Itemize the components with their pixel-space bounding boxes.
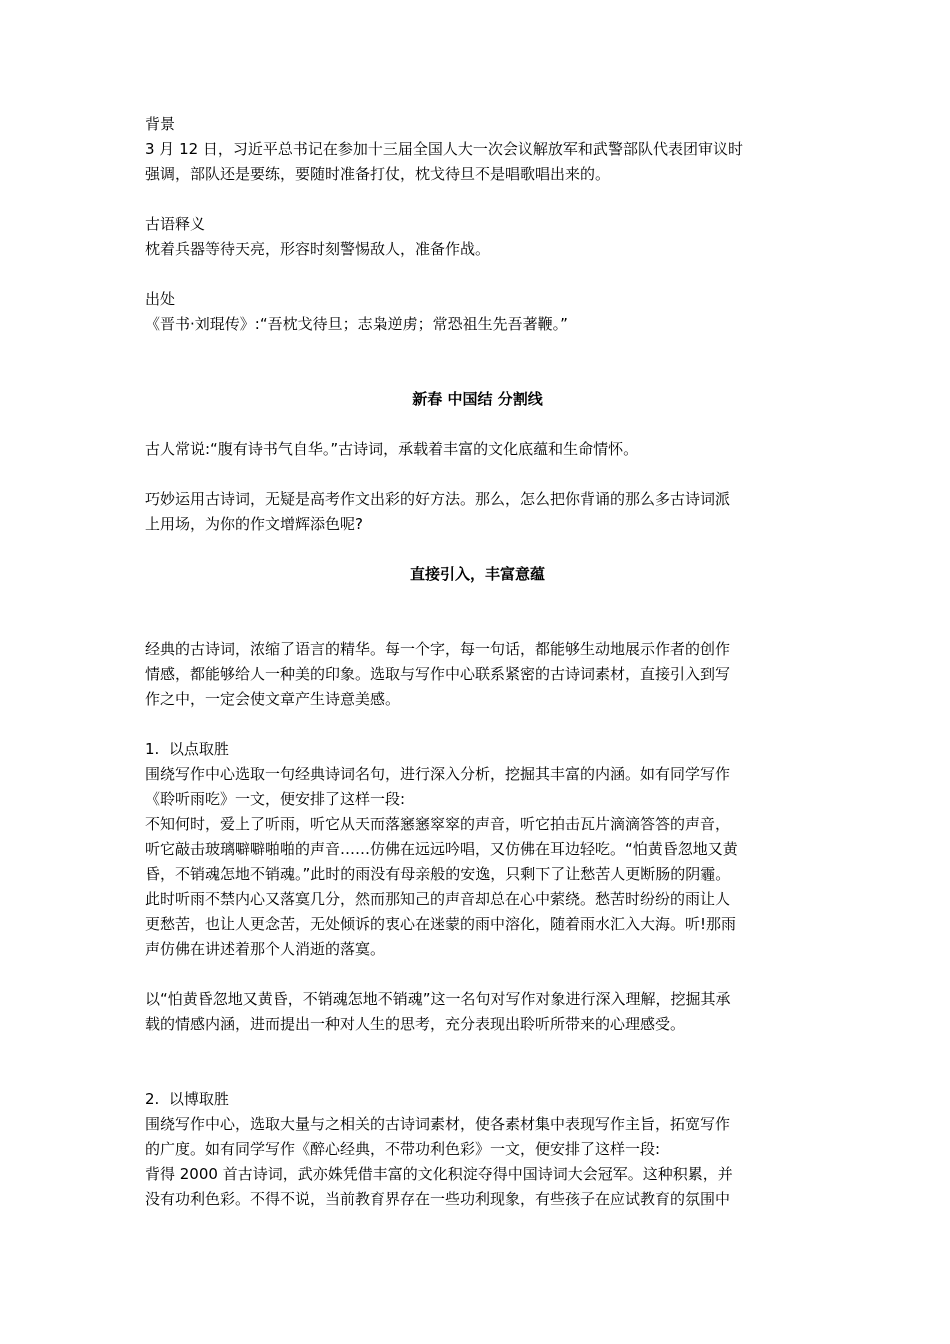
section-intro-line: 情感，都能够给人一种美的印象。选取与写作中心联系紧密的古诗词素材，直接引入到写 [145,665,731,683]
spacer [145,462,810,487]
document-page [145,112,810,1212]
spacer [145,412,810,437]
point2-line: 围绕写作中心，选取大量与之相关的古诗词素材，使各素材集中表现写作主旨，拓宽写作 [145,1115,731,1133]
point1-line: 听它敲击玻璃噼噼啪啪的声音……仿佛在远远吟唱，又仿佛在耳边轻吃。“怕黄昏忽地又黄 [145,840,738,858]
point1-line: 声仿佛在讲述着那个人消逝的落寞。 [145,940,386,958]
point1-title: 1. 以点取胜 [145,740,229,758]
point2-line: 的广度。如有同学写作《醉心经典，不带功利色彩》一文，便安排了这样一段: [145,1140,661,1158]
spacer [145,337,810,387]
spacer [145,587,810,637]
point2-line: 背得 2000 首古诗词，武亦姝凭借丰富的文化积淀夺得中国诗词大会冠军。这种积累，并 [145,1165,733,1183]
meaning-text: 枕着兵器等待天亮，形容时刻警惕敌人，准备作战。 [145,240,491,258]
intro-line: 巧妙运用古诗词，无疑是高考作文出彩的好方法。那么，怎么把你背诵的那么多古诗词派 [145,490,731,508]
divider-heading: 新春 中国结 分割线 [412,390,543,408]
background-title: 背景 [145,115,176,133]
spacer [145,1037,810,1087]
section-heading: 直接引入，丰富意蕴 [409,565,545,583]
source-text: 《晋书·刘琨传》:“吾枕戈待旦；志枭逆虏；常恐祖生先吾著鞭。” [145,315,568,333]
spacer [145,962,810,987]
point1-line: 《聆听雨吃》一文，便安排了这样一段: [145,790,406,808]
section-intro-line: 作之中，一定会使文章产生诗意美感。 [145,690,401,708]
point1-line: 围绕写作中心选取一句经典诗词名句，进行深入分析，挖掘其丰富的内涵。如有同学写作 [145,765,731,783]
source-title: 出处 [145,290,176,308]
spacer [145,537,810,562]
point1-line: 昏，不销魂怎地不销魂。”此时的雨没有母亲般的安逸，只剩下了让愁苦人更断肠的阴霾。 [145,865,731,883]
intro-line: 上用场，为你的作文增辉添色呢? [145,515,363,533]
spacer [145,187,810,212]
point1-line: 此时听雨不禁内心又落寞几分，然而那知己的声音却总在心中萦绕。愁苦时纷纷的雨让人 [145,890,731,908]
point1-line: 更愁苦，也让人更念苦，无处倾诉的衷心在迷蒙的雨中溶化，随着雨水汇入大海。听!那雨 [145,915,737,933]
spacer [145,712,810,737]
background-line: 强调，部队还是要练，要随时准备打仗，枕戈待旦不是唱歌唱出来的。 [145,165,611,183]
point2-title: 2. 以博取胜 [145,1090,229,1108]
background-line: 3 月 12 日，习近平总书记在参加十三届全国人大一次会议解放军和武警部队代表团审议时 [145,140,743,158]
spacer [145,262,810,287]
section-intro-line: 经典的古诗词，浓缩了语言的精华。每一个字，每一句话，都能够生动地展示作者的创作 [145,640,731,658]
point1-summary-line: 以“怕黄昏忽地又黄昏，不销魂怎地不销魂”这一名句对写作对象进行深入理解，挖掘其承 [145,990,731,1008]
point2-line: 没有功利色彩。不得不说，当前教育界存在一些功利现象，有些孩子在应试教育的氛围中 [145,1190,731,1208]
intro-paragraph: 古人常说:“腹有诗书气自华。”古诗词，承载着丰富的文化底蕴和生命情怀。 [145,440,639,458]
point1-summary-line: 载的情感内涵，进而提出一种对人生的思考，充分表现出聆听所带来的心理感受。 [145,1015,686,1033]
point1-line: 不知何时，爱上了听雨，听它从天而落窸窸窣窣的声音，听它拍击瓦片滴滴答答的声音， [145,815,731,833]
meaning-title: 古语释义 [145,215,206,233]
